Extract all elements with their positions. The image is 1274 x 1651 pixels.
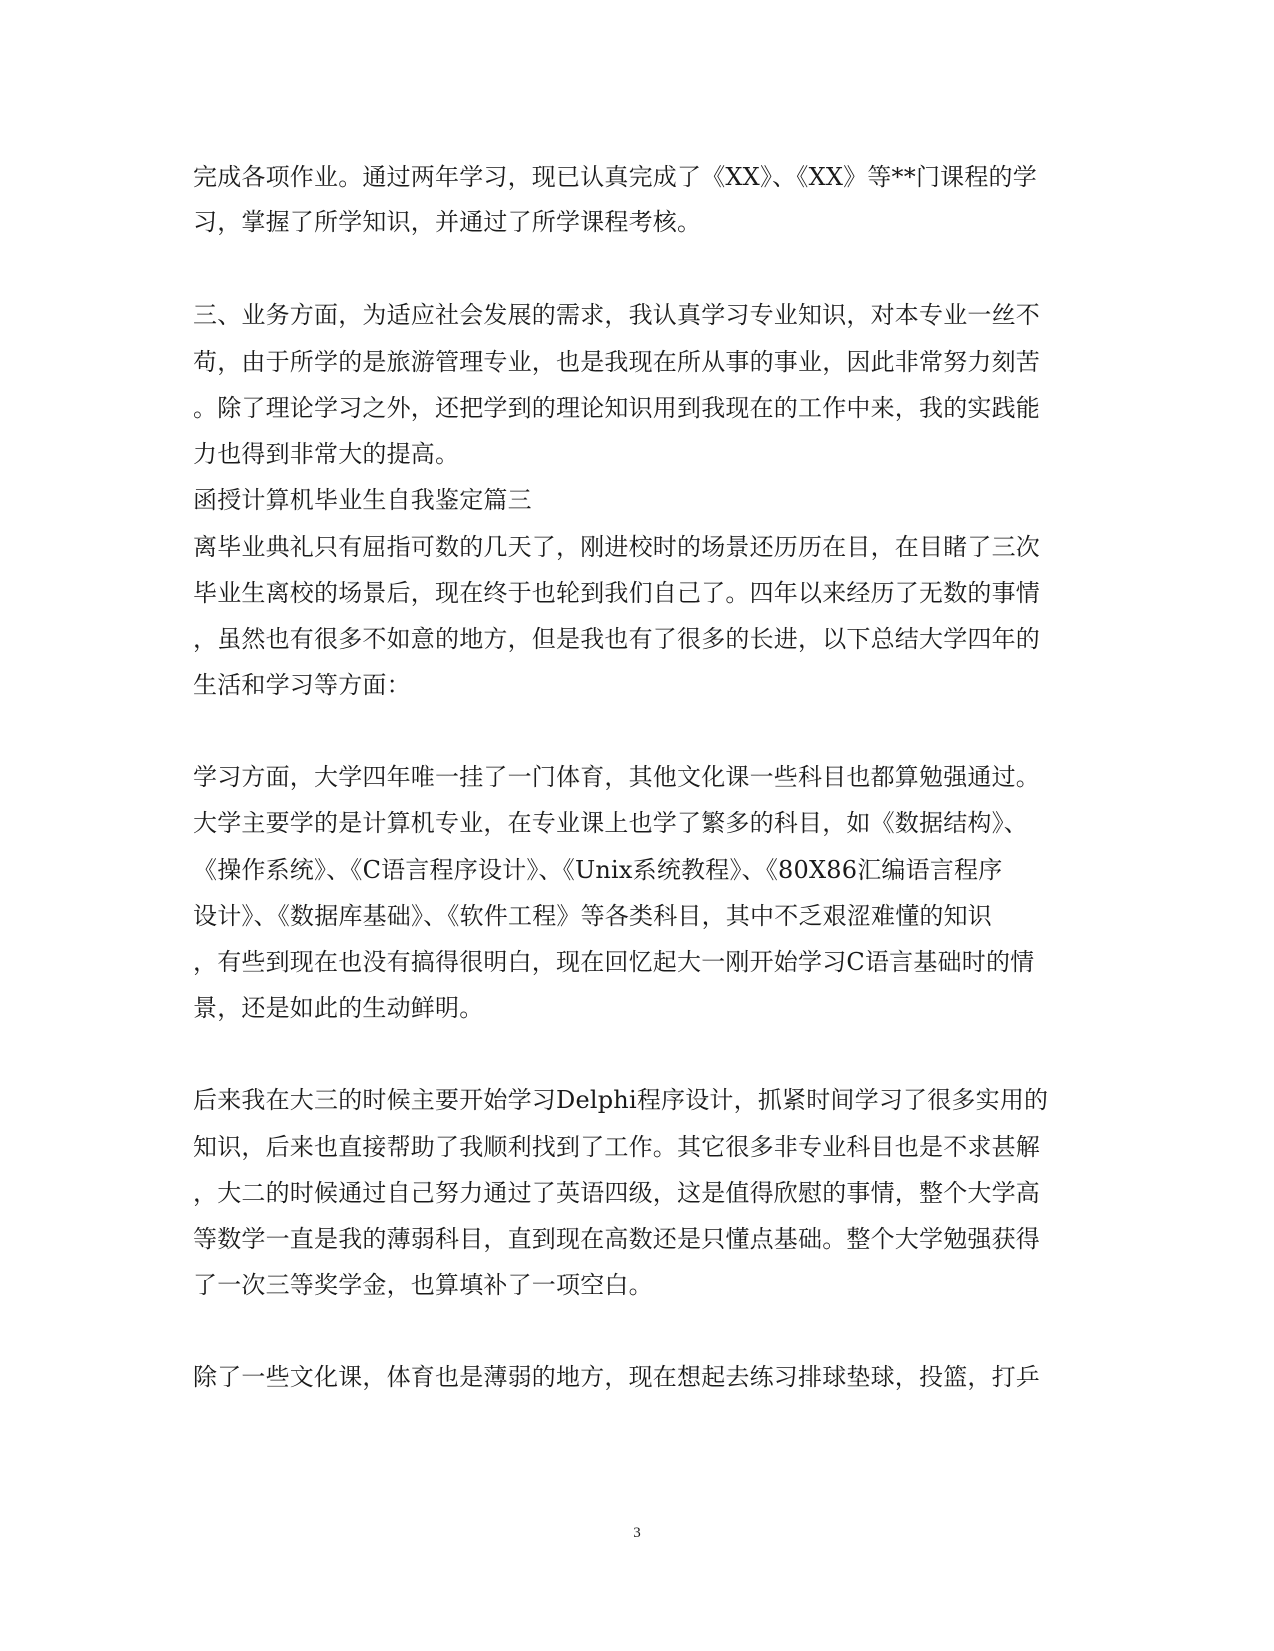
text-line: 设计》、《数据库基础》、《软件工程》等各类科目，其中不乏艰涩难懂的知识	[193, 902, 992, 930]
text-line: 毕业生离校的场景后，现在终于也轮到我们自己了。四年以来经历了无数的事情	[193, 579, 1040, 607]
text-line: 后来我在大三的时候主要开始学习Delphi程序设计，抓紧时间学习了很多实用的	[193, 1086, 1049, 1114]
text-line: 学习方面，大学四年唯一挂了一门体育，其他文化课一些科目也都算勉强通过。	[193, 763, 1040, 791]
text-line: 离毕业典礼只有屈指可数的几天了，刚进校时的场景还历历在目，在目睹了三次	[193, 533, 1040, 561]
text-line: 苟，由于所学的是旅游管理专业，也是我现在所从事的事业，因此非常努力刻苦	[193, 348, 1040, 376]
text-line: 除了一些文化课，体育也是薄弱的地方，现在想起去练习排球垫球，投篮，打乒	[193, 1363, 1040, 1391]
page-number: 3	[633, 1525, 641, 1541]
text-line: 大学主要学的是计算机专业，在专业课上也学了繁多的科目，如《数据结构》、	[193, 809, 1028, 837]
text-line: 力也得到非常大的提高。	[193, 440, 460, 468]
text-line: 等数学一直是我的薄弱科目，直到现在高数还是只懂点基础。整个大学勉强获得	[193, 1225, 1040, 1253]
text-line: 完成各项作业。通过两年学习，现已认真完成了《XX》、《XX》等**门课程的学	[193, 163, 1037, 191]
text-line: ，虽然也有很多不如意的地方，但是我也有了很多的长进，以下总结大学四年的	[193, 625, 1040, 653]
text-line: 知识，后来也直接帮助了我顺利找到了工作。其它很多非专业科目也是不求甚解	[193, 1133, 1040, 1161]
text-line: ，大二的时候通过自己努力通过了英语四级，这是值得欣慰的事情，整个大学高	[193, 1179, 1040, 1207]
text-line: 。除了理论学习之外，还把学到的理论知识用到我现在的工作中来，我的实践能	[193, 394, 1040, 422]
text-line: 生活和学习等方面：	[193, 671, 411, 699]
text-line: 三、业务方面，为适应社会发展的需求，我认真学习专业知识，对本专业一丝不	[193, 301, 1040, 329]
text-line: 了一次三等奖学金，也算填补了一项空白。	[193, 1271, 653, 1299]
text-line: 《操作系统》、《C语言程序设计》、《Unix系统教程》、《80X86汇编语言程序	[193, 856, 1003, 884]
section-heading: 函授计算机毕业生自我鉴定篇三	[193, 486, 532, 514]
text-line: ，有些到现在也没有搞得很明白，现在回忆起大一刚开始学习C语言基础时的情	[193, 948, 1035, 976]
text-line: 习，掌握了所学知识，并通过了所学课程考核。	[193, 208, 702, 236]
text-line: 景，还是如此的生动鲜明。	[193, 994, 484, 1022]
